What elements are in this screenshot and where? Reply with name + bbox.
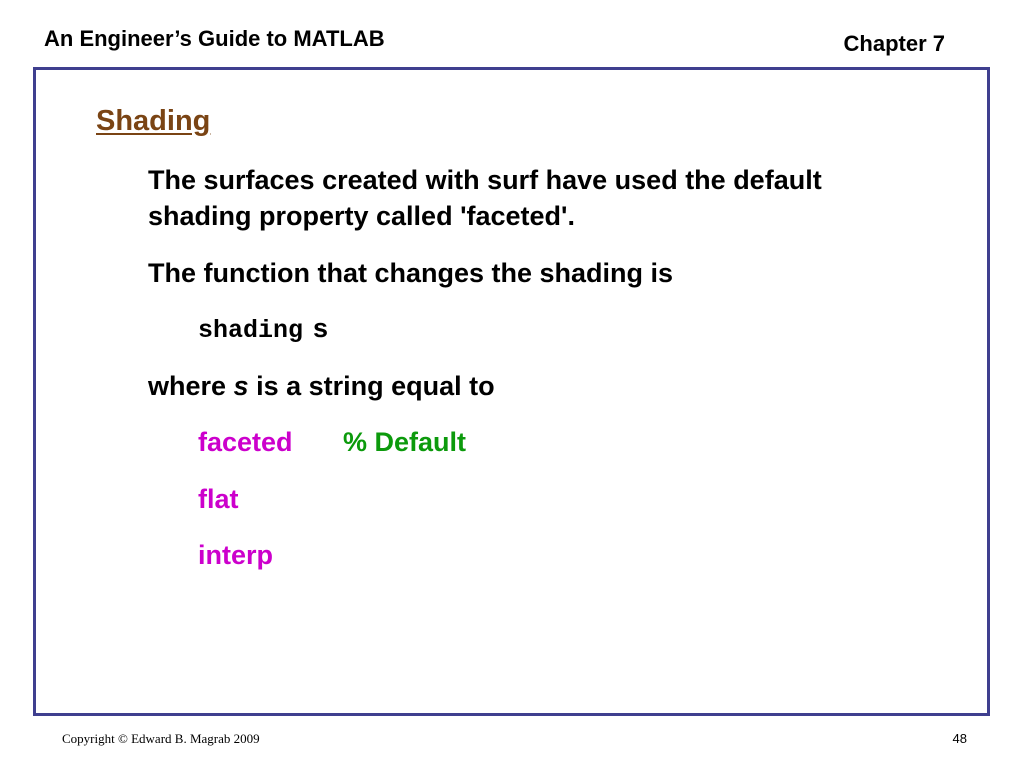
- paragraph-surf-shading: [148, 162, 948, 234]
- where-prefix: where: [148, 371, 234, 401]
- where-sentence: [148, 368, 495, 404]
- option-interp: interp: [198, 540, 274, 570]
- where-suffix: is a string equal to: [248, 371, 495, 401]
- section-title: Shading: [96, 105, 211, 137]
- code-example: [198, 310, 328, 349]
- option-faceted: faceted: [198, 427, 293, 457]
- code-function-name: shading: [198, 316, 304, 345]
- paragraph-function-intro: The function that changes the shading is: [148, 258, 674, 288]
- chapter-label: Chapter 7: [843, 31, 945, 56]
- document-title: An Engineer’s Guide to MATLAB: [44, 26, 385, 51]
- copyright-notice: Copyright © Edward B. Magrab 2009: [62, 731, 260, 746]
- code-argument: s: [313, 313, 329, 343]
- where-variable: s: [233, 371, 249, 401]
- default-comment: % Default: [343, 427, 467, 457]
- paragraph-line-2: shading property called 'faceted'.: [148, 201, 575, 231]
- paragraph-line-1: The surfaces created with surf have used the default: [148, 165, 822, 195]
- option-flat: flat: [198, 484, 239, 514]
- page-number: 48: [952, 731, 967, 746]
